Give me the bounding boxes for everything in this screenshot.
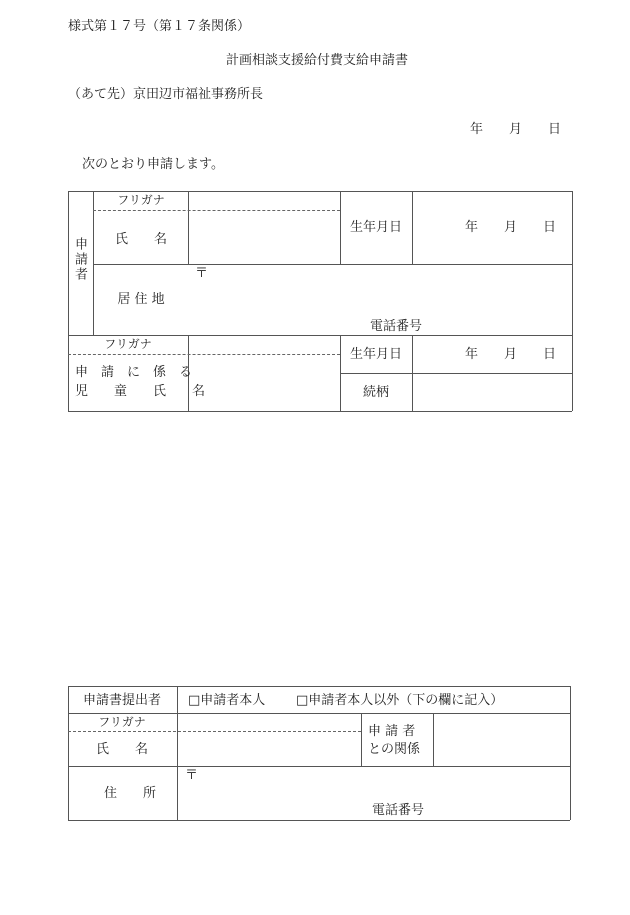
relationship-field[interactable] <box>413 374 571 410</box>
submitter-name-label: 氏 名 <box>95 742 149 757</box>
furigana-field[interactable] <box>189 192 339 209</box>
addressee: （あて先）京田辺市福祉事務所長 <box>68 87 264 102</box>
applicant-section-label: 申請者 <box>72 237 87 282</box>
relation-field[interactable] <box>434 714 569 765</box>
residence-field[interactable] <box>189 265 571 315</box>
child-name-label-line2: 児 童 氏 名 <box>75 384 206 399</box>
address-field[interactable] <box>178 767 569 802</box>
child-birthdate-label: 生年月日 <box>349 347 403 362</box>
submitter-name-field[interactable] <box>178 714 360 765</box>
birthdate-field[interactable]: 年 月 日 <box>465 220 557 235</box>
submitter-phone-label: 電話番号 <box>372 803 425 818</box>
postal-mark: 〒 <box>195 266 209 281</box>
residence-label: 居 住 地 <box>117 292 165 307</box>
form-number: 様式第１７号（第１７条関係） <box>68 19 251 34</box>
relation-label-line2: との関係 <box>368 742 421 757</box>
option-other-checkbox[interactable]: □申請者本人以外（下の欄に記入） <box>296 693 504 708</box>
intro-text: 次のとおり申請します。 <box>82 157 224 172</box>
address-label: 住 所 <box>103 786 157 801</box>
submitter-furigana-label: フリガナ <box>98 715 146 729</box>
option-self-checkbox[interactable]: □申請者本人 <box>188 693 266 708</box>
application-date[interactable]: 年 月 日 <box>470 122 562 137</box>
child-furigana-label: フリガナ <box>104 337 152 351</box>
name-field[interactable] <box>189 212 339 263</box>
birthdate-label: 生年月日 <box>349 220 403 235</box>
relationship-label: 続柄 <box>362 385 390 400</box>
name-label: 氏 名 <box>114 232 168 247</box>
child-birthdate-field[interactable]: 年 月 日 <box>465 347 557 362</box>
submitter-postal-mark: 〒 <box>185 768 199 783</box>
phone-label: 電話番号 <box>370 319 423 334</box>
page-title: 計画相談支援給付費支給申請書 <box>225 53 409 68</box>
furigana-label: フリガナ <box>117 193 165 207</box>
child-name-field[interactable] <box>189 336 339 410</box>
relation-label-line1: 申 請 者 <box>368 724 416 739</box>
submitter-label: 申請書提出者 <box>82 693 162 708</box>
child-name-label-line1: 申 請 に 係 る <box>75 365 193 380</box>
